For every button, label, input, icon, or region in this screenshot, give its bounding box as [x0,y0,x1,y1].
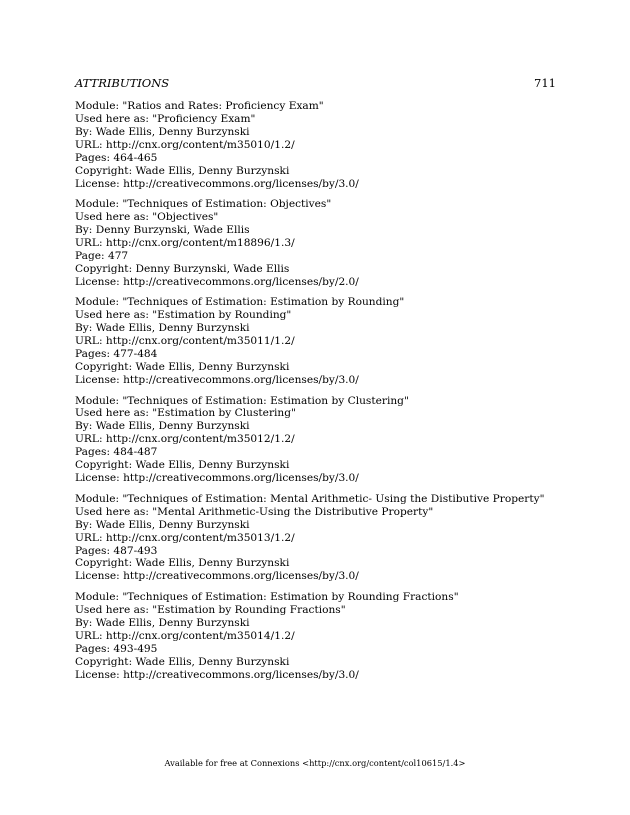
module-line: Module: "Techniques of Estimation: Objectives" [75,198,332,211]
module-line: Module: "Techniques of Estimation: Estimation by Clustering" [75,394,409,407]
license-line: License: http://creativecommons.org/licenses/by/2.0/ [75,275,359,288]
authors-line: By: Denny Burzynski, Wade Ellis [75,224,250,237]
used-as-line: Used here as: "Estimation by Rounding Fractions" [75,603,346,616]
copyright-line: Copyright: Wade Ellis, Denny Burzynski [75,459,290,472]
url-line: URL: http://cnx.org/content/m35013/1.2/ [75,531,295,544]
url-line: URL: http://cnx.org/content/m35014/1.2/ [75,629,295,642]
used-as-line: Used here as: "Estimation by Rounding" [75,309,292,322]
module-line: Module: "Techniques of Estimation: Estimation by Rounding Fractions" [75,590,459,603]
copyright-line: Copyright: Wade Ellis, Denny Burzynski [75,655,290,668]
used-as-line: Used here as: "Objectives" [75,211,219,224]
attribution-entry [75,395,556,486]
attribution-entry [75,591,556,682]
authors-line: By: Wade Ellis, Denny Burzynski [75,322,250,335]
url-line: URL: http://cnx.org/content/m35011/1.2/ [75,335,295,348]
copyright-line: Copyright: Denny Burzynski, Wade Ellis [75,262,290,275]
attribution-entry [75,296,556,387]
module-line: Module: "Techniques of Estimation: Mental Arithmetic- Using the Distibutive Property" [75,492,545,505]
section-title: ATTRIBUTIONS [75,76,170,90]
pages-line: Pages: 493-495 [75,642,158,655]
page-header [75,75,556,91]
license-line: License: http://creativecommons.org/licenses/by/3.0/ [75,472,359,485]
module-line: Module: "Techniques of Estimation: Estimation by Rounding" [75,296,405,309]
copyright-line: Copyright: Wade Ellis, Denny Burzynski [75,164,290,177]
authors-line: By: Wade Ellis, Denny Burzynski [75,420,250,433]
page-number: 711 [534,76,556,90]
license-line: License: http://creativecommons.org/licenses/by/3.0/ [75,177,359,190]
copyright-line: Copyright: Wade Ellis, Denny Burzynski [75,557,290,570]
used-as-line: Used here as: "Proficiency Exam" [75,112,256,125]
attribution-entry [75,100,556,191]
url-line: URL: http://cnx.org/content/m18896/1.3/ [75,237,295,250]
used-as-line: Used here as: "Mental Arithmetic-Using the Distributive Property" [75,505,434,518]
page-footer: Available for free at Connexions <http://cnx.org/content/col10615/1.4> [164,758,466,768]
attribution-entry [75,198,556,289]
license-line: License: http://creativecommons.org/licenses/by/3.0/ [75,374,359,387]
url-line: URL: http://cnx.org/content/m35012/1.2/ [75,433,295,446]
used-as-line: Used here as: "Estimation by Clustering" [75,407,296,420]
pages-line: Pages: 484-487 [75,446,158,459]
copyright-line: Copyright: Wade Ellis, Denny Burzynski [75,361,290,374]
pages-line: Pages: 487-493 [75,544,158,557]
attribution-list [75,100,556,689]
module-line: Module: "Ratios and Rates: Proficiency Exam" [75,100,324,112]
authors-line: By: Wade Ellis, Denny Burzynski [75,616,250,629]
attribution-entry [75,493,556,584]
pages-line: Pages: 464-465 [75,151,158,164]
pages-line: Pages: 477-484 [75,348,158,361]
license-line: License: http://creativecommons.org/licenses/by/3.0/ [75,570,359,583]
pages-line: Page: 477 [75,249,129,262]
authors-line: By: Wade Ellis, Denny Burzynski [75,125,250,138]
license-line: License: http://creativecommons.org/licenses/by/3.0/ [75,668,359,681]
authors-line: By: Wade Ellis, Denny Burzynski [75,518,250,531]
url-line: URL: http://cnx.org/content/m35010/1.2/ [75,138,295,151]
